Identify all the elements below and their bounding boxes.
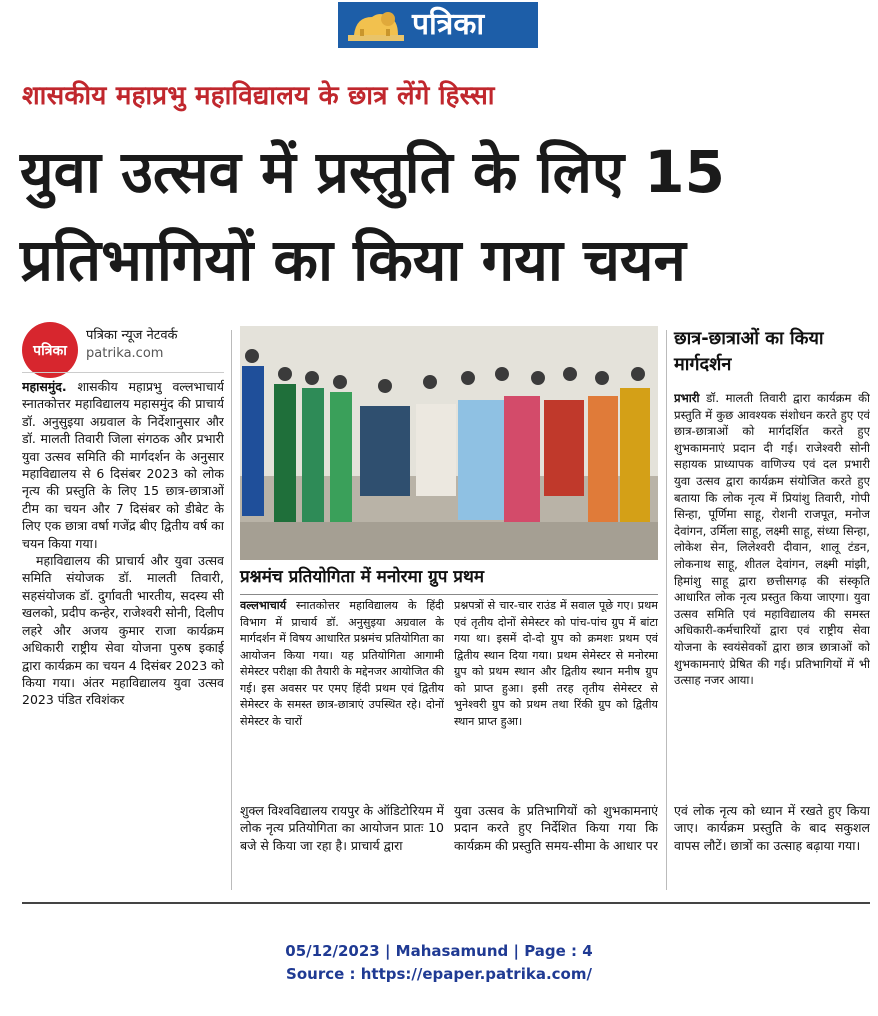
divider <box>22 902 870 904</box>
article-column-2: शुक्ल विश्वविद्यालय रायपुर के ऑडिटोरियम में लोक नृत्य प्रतियोगिता का आयोजन प्रातः 10 बजे से किया जा रहा है। प्राचार्य द्वारा <box>240 803 444 853</box>
masthead-brand: पत्रिका <box>412 7 485 42</box>
quiz-column-1 <box>240 598 444 798</box>
quiz-column-2: प्रश्नपत्रों से चार-चार राउंड में सवाल पूछे गए। प्रथम एवं तृतीय दोनों सेमेस्टर को पांच-पांच ग्रुप में बांटा गया था। इसमें दो-दो ग्रुप को क्रमशः प्रथम एवं द्वितीय स्थान दिया गया। प्रथम सेमेस्टर से मनोरमा ग्रुप को प्रथम स्थान और द्वितीय स्थान मनीष ग्रुप को प्राप्त हुआ। इसी तरह तृतीय सेमेस्टर से भुनेश्वरी ग्रुप को प्रथम तथा रिंकी ग्रुप को द्वितीय स्थान प्राप्त हुआ। <box>454 599 658 728</box>
article-column-4: एवं लोक नृत्य को ध्यान में रखते हुए किया जाए। कार्यक्रम प्रस्तुति के बाद सकुशल वापस लौटें। छात्रों का उत्साह बढ़ाया गया। <box>674 803 870 853</box>
article-paragraph: महाविद्यालय की प्राचार्य और युवा उत्सव समिति संयोजक डॉ. मालती तिवारी, सहसंयोजक डॉ. दुर्गावती भारतीय, सदस्य सी खलको, प्रदीप कन्हेर, राजेश्वरी सोनी, दिलीप लहरे और अजय कुमार राजा कार्यक्रम अधिकारी राष्ट्रीय सेवा योजना पुरुष इकाई द्वारा कार्यक्रम का चयन 4 दिसंबर 2023 को किया गया। अंतर महाविद्यालय युवा उत्सव 2023 पंडित रविशंकर <box>22 553 224 708</box>
sidebar-lead: प्रभारी <box>674 391 700 405</box>
main-headline: युवा उत्सव में प्रस्तुति के लिए 15 प्रतिभागियों का किया गया चयन <box>20 138 725 294</box>
quiz-lead: वल्लभाचार्य <box>240 599 287 612</box>
kicker-headline: शासकीय महाप्रभु महाविद्यालय के छात्र लेंगे हिस्सा <box>22 81 495 111</box>
column-divider <box>666 330 667 890</box>
footer-date-page: 05/12/2023 | Mahasamund | Page : 4 <box>285 942 593 960</box>
quiz-text: स्नातकोत्तर महाविद्यालय के हिंदी विभाग में प्राचार्य डॉ. अनुसुइया अग्रवाल के मार्गदर्शन में विषय आधारित प्रश्नमंच प्रतियोगिता का आयोजन किया गया। यह प्रतियोगिता आगामी सेमेस्टर परीक्षा की तैयारी के मद्देनजर आयोजित की गई। इस अवसर पर एमए हिंदी प्रथम एवं द्वितीय सेमेस्टर के समस्त छात्र-छात्राएं उपस्थित रहे। दोनों सेमेस्टर के चारों <box>240 599 444 728</box>
lion-logo-icon <box>346 5 406 45</box>
quiz-heading: प्रश्नमंच प्रतियोगिता में मनोरमा ग्रुप प्रथम <box>240 567 484 587</box>
masthead <box>338 2 538 48</box>
group-photo-illustration <box>240 326 658 560</box>
dateline: महासमुंद. <box>22 379 67 394</box>
article-text: शासकीय महाप्रभु वल्लभाचार्य स्नातकोत्तर महाविद्यालय महासमुंद की प्राचार्य डॉ. अनुसुइया अग्रवाल के निर्देशानुसार और डॉ. मालती तिवारी जिला संगठक और प्रभारी युवा उत्सव समिति की मार्गदर्शन के अनुसार महाविद्यालय से 6 दिसंबर 2023 को लोक नृत्य की प्रस्तुति के लिए 15 छात्र-छात्राओं टीम का चयन और 7 दिसंबर को डीबेट के लिए एक छात्रा वर्षा गजेंद्र बीए द्वितीय वर्ष का चयन किया गया। <box>22 379 224 551</box>
sidebar-heading: छात्र-छात्राओं का किया मार्गदर्शन <box>674 328 824 375</box>
article-paragraph <box>22 378 224 552</box>
sidebar-column <box>674 390 870 810</box>
patrika-logo-icon <box>22 322 78 378</box>
byline-site: patrika.com <box>86 346 164 361</box>
group-photo <box>240 326 658 560</box>
divider <box>240 594 658 595</box>
sidebar-text: डॉ. मालती तिवारी द्वारा कार्यक्रम की प्रस्तुति में कुछ आवश्यक संशोधन करते हुए एवं छात्र-छात्राओं को मार्गदर्शित करते हुए शुभकामनाएं प्रदान दी गई। राजेश्वरी सोनी सहायक प्राध्यापक वाणिज्य एवं दल प्रभारी युवा उत्सव द्वारा कार्यक्रम संयोजित करते हुए बताया कि लोक नृत्य में प्रियांशु तिवारी, गोपी सिन्हा, पूर्णिमा साहू, रोशनी राजपूत, मनोज देवांगन, उर्मिला साहू, लक्ष्मी साहू, संध्या सिन्हा, लोकेश सेन, लिलेश्वरी दीवान, शालू टंडन, लोकनाथ साहू, शीतल देवांगन, लक्ष्मी मांझी, हिमांशु साहू द्वारा छत्तीसगढ़ की संस्कृति आधारित लोक नृत्य प्रस्तुत किया जाएगा। युवा उत्सव समिति एवं महाविद्यालय की समस्त अधिकारी-कर्मचारियों द्वारा एवं राष्ट्रीय सेवा योजना के स्वयंसेवकों द्वारा छात्र छात्राओं को शुभकामनाएं प्रेषित की गई। प्रतिभागियों में भी उत्साह नजर आया। <box>674 391 870 688</box>
byline-agency: पत्रिका न्यूज नेटवर्क <box>86 328 178 343</box>
article-column-1 <box>22 378 224 888</box>
article-column-3: युवा उत्सव के प्रतिभागियों को शुभकामनाएं प्रदान करते हुए निर्देशित किया गया कि कार्यक्रम की प्रस्तुति समय-सीमा के आधार पर <box>454 803 658 853</box>
logo-text: पत्रिका <box>33 342 67 359</box>
divider <box>22 372 224 373</box>
footer-source: Source : https://epaper.patrika.com/ <box>286 965 592 983</box>
column-divider <box>231 330 232 890</box>
